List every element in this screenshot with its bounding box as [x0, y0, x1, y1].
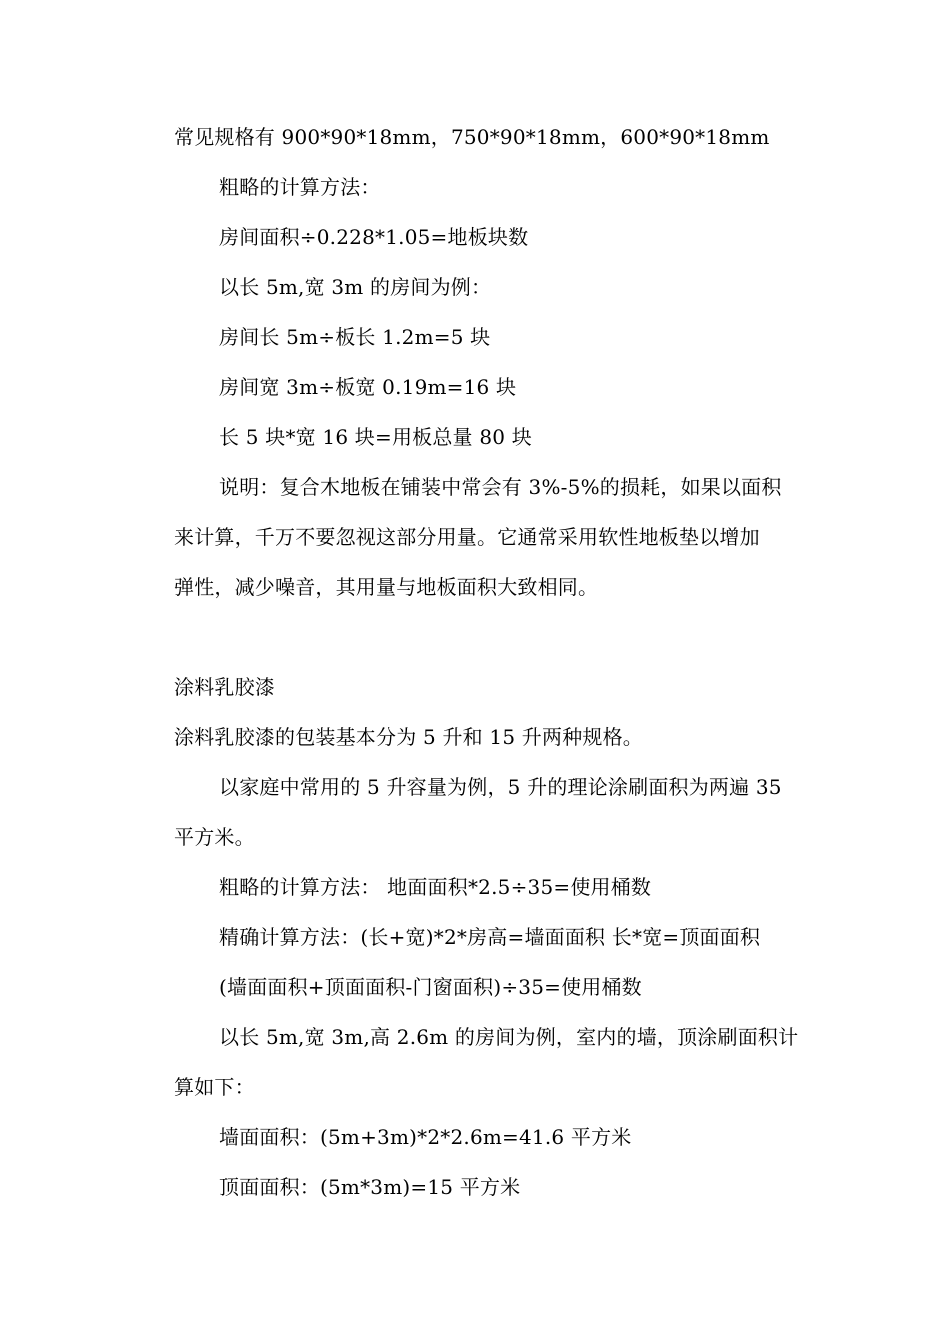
paint-rough-method: 粗略的计算方法： 地面面积*2.5÷35=使用桶数	[219, 875, 652, 899]
paint-coverage-line-1: 以家庭中常用的 5 升容量为例，5 升的理论涂刷面积为两遍 35	[219, 775, 782, 799]
paint-example-line-2: 算如下：	[174, 1075, 255, 1099]
floor-formula: 房间面积÷0.228*1.05=地板块数	[219, 225, 529, 249]
paint-section-heading: 涂料乳胶漆	[174, 675, 275, 699]
total-calc: 长 5 块*宽 16 块=用板总量 80 块	[219, 425, 532, 449]
paint-coverage-line-2: 平方米。	[174, 825, 255, 849]
paint-precise-method: 精确计算方法：(长+宽)*2*房高=墙面面积 长*宽=顶面面积	[219, 925, 761, 949]
paint-precise-formula: (墙面面积+顶面面积-门窗面积)÷35=使用桶数	[219, 975, 642, 999]
width-calc: 房间宽 3m÷板宽 0.19m=16 块	[219, 375, 517, 399]
length-calc: 房间长 5m÷板长 1.2m=5 块	[219, 325, 491, 349]
rough-method-heading: 粗略的计算方法：	[219, 175, 381, 199]
paint-example-line-1: 以长 5m,宽 3m,高 2.6m 的房间为例，室内的墙，顶涂刷面积计	[219, 1025, 799, 1049]
note-line-2: 来计算，千万不要忽视这部分用量。它通常采用软性地板垫以增加	[174, 525, 760, 549]
spec-line: 常见规格有 900*90*18mm，750*90*18mm，600*90*18mm	[174, 125, 770, 149]
example-intro: 以长 5m,宽 3m 的房间为例：	[219, 275, 492, 299]
note-line-1: 说明：复合木地板在铺装中常会有 3%-5%的损耗，如果以面积	[219, 475, 782, 499]
wall-area-calc: 墙面面积：(5m+3m)*2*2.6m=41.6 平方米	[219, 1125, 632, 1149]
ceiling-area-calc: 顶面面积：(5m*3m)=15 平方米	[219, 1175, 521, 1199]
note-line-3: 弹性，减少噪音，其用量与地板面积大致相同。	[174, 575, 599, 599]
paint-packaging: 涂料乳胶漆的包装基本分为 5 升和 15 升两种规格。	[174, 725, 644, 749]
